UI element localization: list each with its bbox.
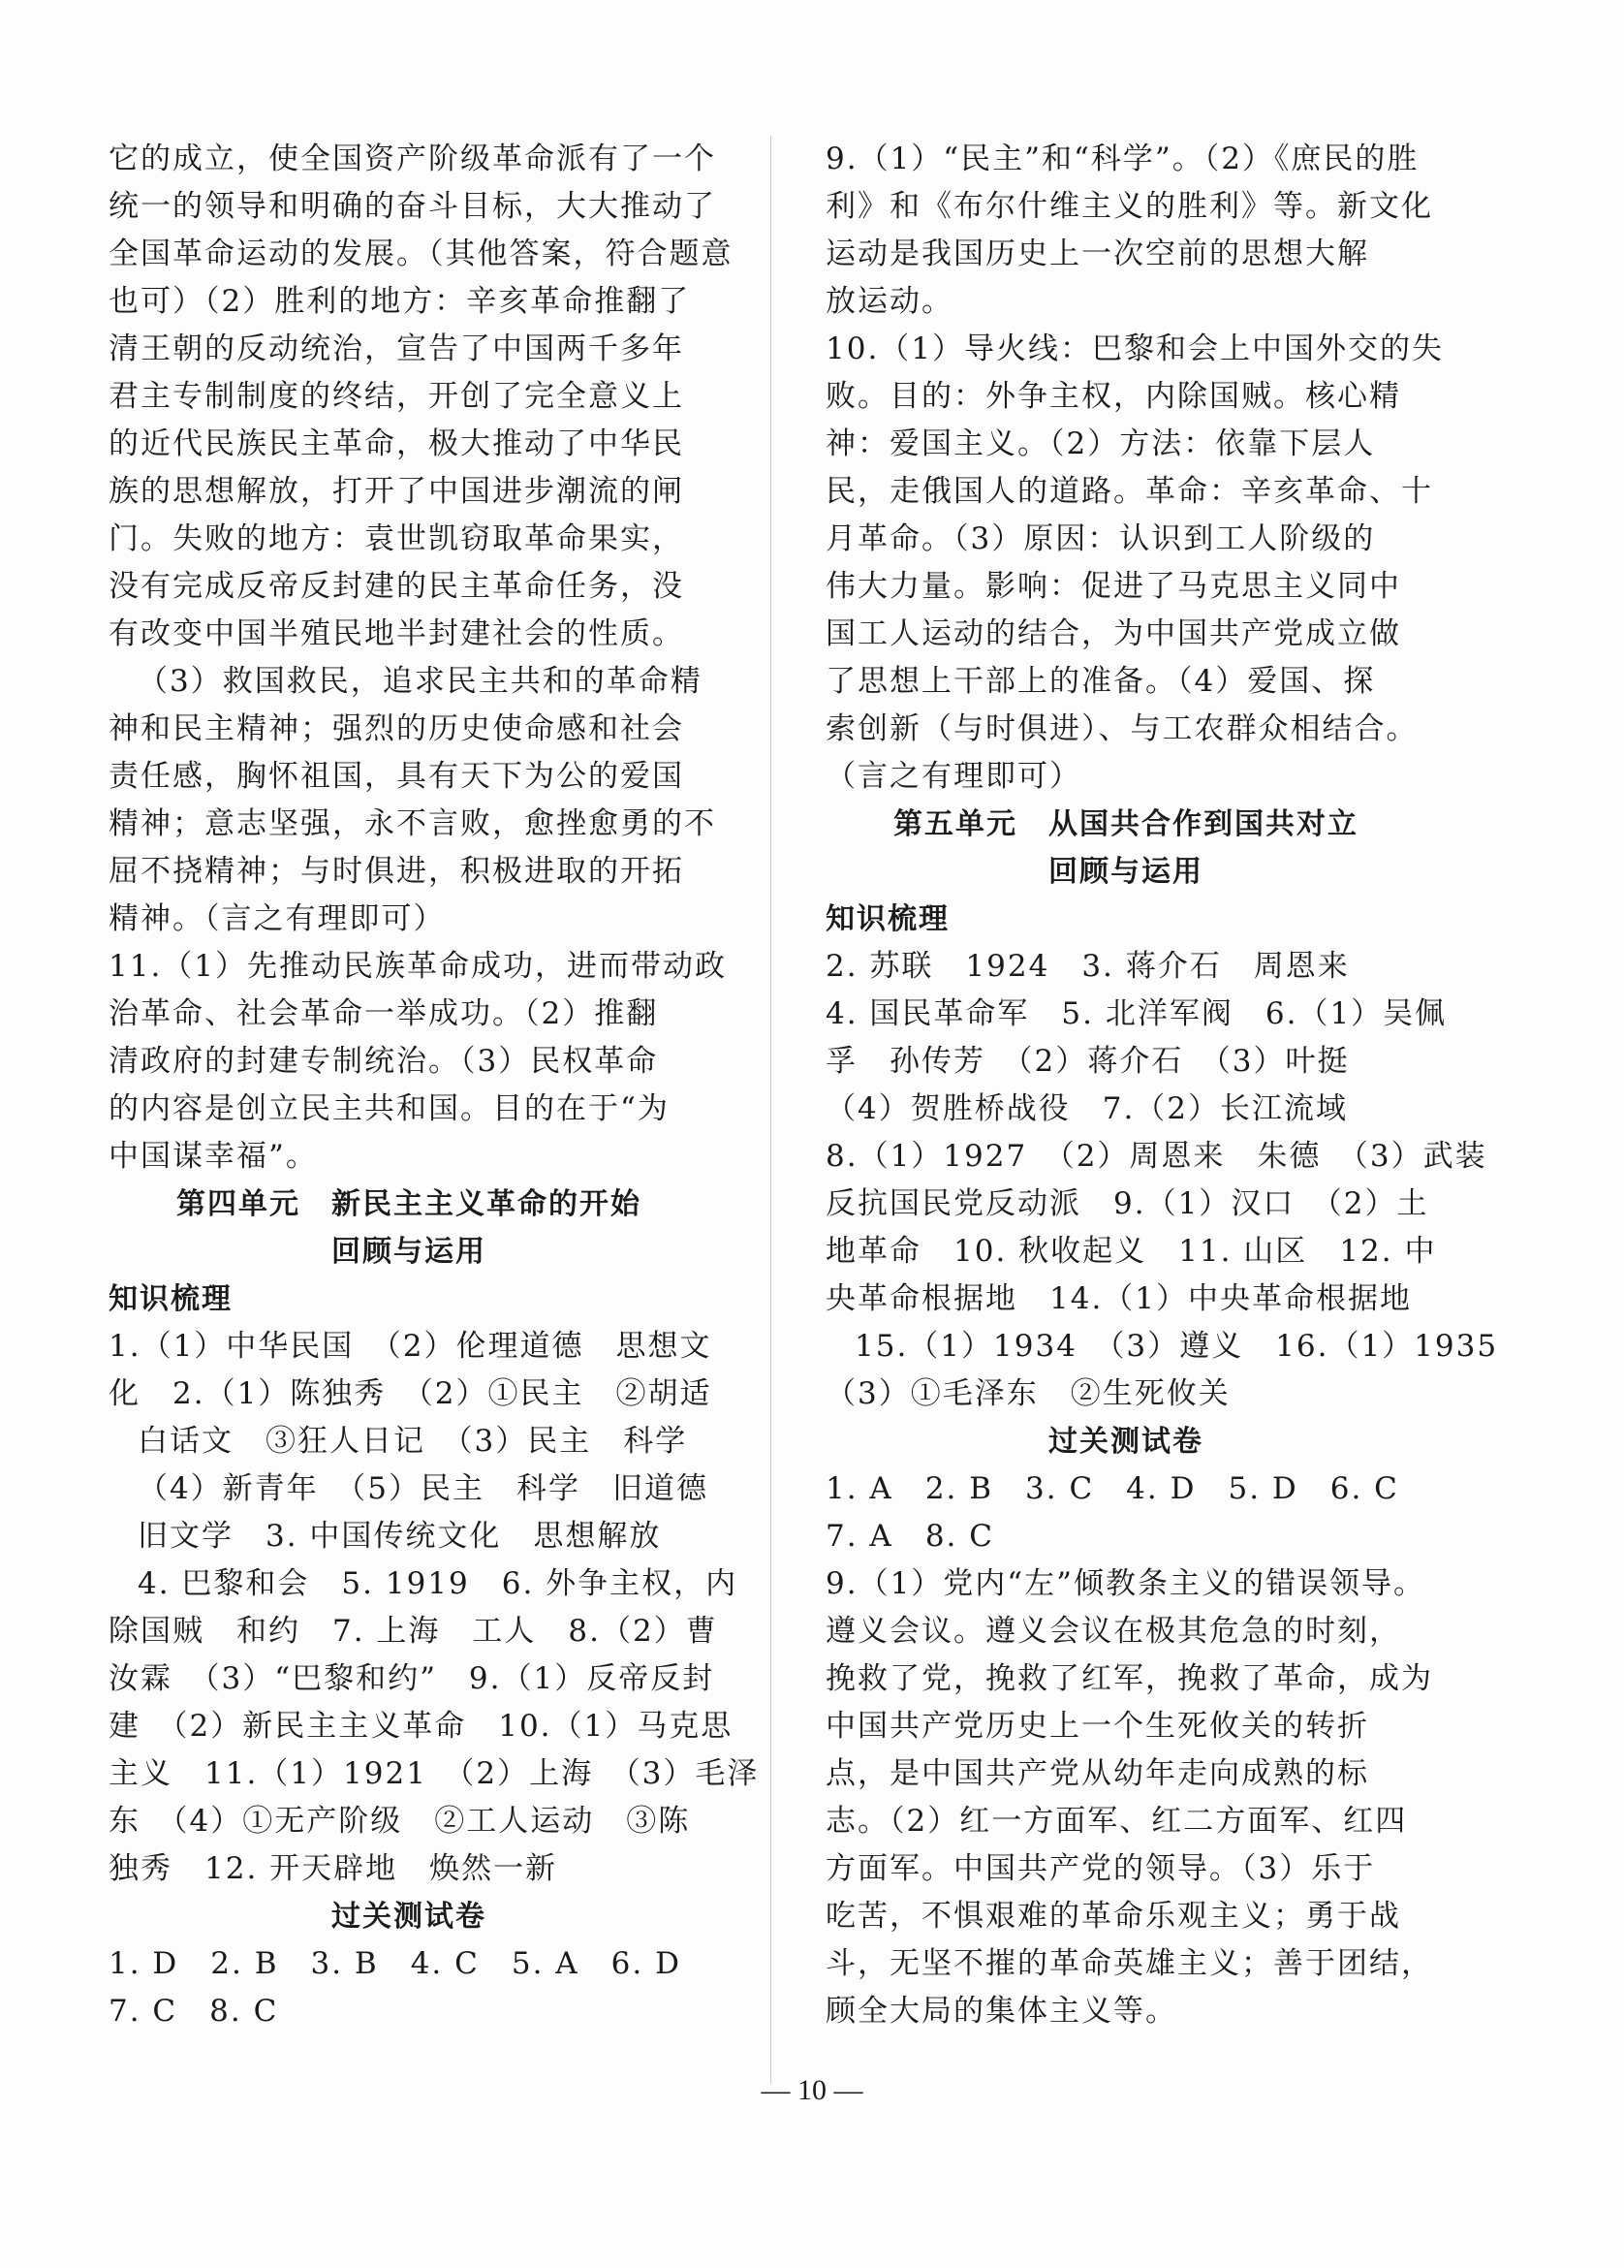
- section-heading: 回顾与运用: [1048, 855, 1203, 889]
- text-line: 10.（1）导火线：巴黎和会上中国外交的失: [826, 331, 1445, 366]
- right-column: [826, 136, 1499, 2035]
- text-line: 除国贼 和约 7. 上海 工人 8.（2）曹: [109, 1614, 718, 1649]
- text-line: 了思想上干部上的准备。（4）爱国、探: [826, 664, 1376, 699]
- text-line: （3）救国救民，追求民主共和的革命精: [138, 664, 703, 699]
- text-line: 1.（1）中华民国 （2）伦理道德 思想文: [109, 1329, 712, 1364]
- text-line: 独秀 12. 开天辟地 焕然一新: [109, 1851, 558, 1886]
- text-line: 清王朝的反动统治，宣告了中国两千多年: [109, 331, 684, 366]
- text-line: 9.（1）“民主”和“科学”。（2）《庶民的胜: [826, 142, 1420, 176]
- text-line: 白话文 ③狂人日记 （3）民主 科学: [138, 1424, 688, 1459]
- text-line: 汝霖 （3）“巴黎和约” 9.（1）反帝反封: [109, 1661, 715, 1696]
- text-line: 治革命、社会革命一举成功。（2）推翻: [109, 996, 659, 1031]
- text-line: （言之有理即可）: [826, 759, 1081, 794]
- text-line: 旧文学 3. 中国传统文化 思想解放: [138, 1519, 662, 1554]
- text-line: 地革命 10. 秋收起义 11. 山区 12. 中: [826, 1234, 1437, 1269]
- text-line: 的内容是创立民主共和国。目的在于“为: [109, 1091, 670, 1126]
- text-line: 志。（2）红一方面军、红二方面军、红四: [826, 1804, 1408, 1839]
- text-line: 族的思想解放，打开了中国进步潮流的闸: [109, 474, 684, 509]
- text-line: 的近代民族民主革命，极大推动了中华民: [109, 426, 684, 461]
- text-line: 败。目的：外争主权，内除国贼。核心精: [826, 379, 1401, 414]
- subsection-heading: 知识梳理: [109, 1282, 233, 1316]
- answer-line: 7. C 8. C: [109, 1994, 279, 2029]
- section-heading: 过关测试卷: [331, 1900, 486, 1934]
- left-column: [109, 136, 760, 2035]
- section-heading: 过关测试卷: [1048, 1425, 1203, 1459]
- text-line: 索创新（与时俱进）、与工农群众相结合。: [826, 711, 1419, 746]
- text-line: 屈不挠精神；与时俱进，积极进取的开拓: [109, 854, 684, 889]
- text-line: 全国革命运动的发展。（其他答案，符合题意: [109, 236, 734, 271]
- text-line: 君主专制制度的终结，开创了完全意义上: [109, 379, 684, 414]
- text-line: 国工人运动的结合，为中国共产党成立做: [826, 616, 1401, 651]
- unit-heading: 第五单元 从国共合作到国共对立: [893, 807, 1359, 841]
- text-line: （4）新青年 （5）民主 科学 旧道德: [138, 1471, 708, 1506]
- text-line: 中国谋幸福”。: [109, 1139, 318, 1174]
- text-line: 建 （2）新民主主义革命 10.（1）马克思: [109, 1709, 734, 1744]
- text-line: 东 （4）①无产阶级 ②工人运动 ③陈: [109, 1804, 691, 1839]
- text-line: 挽救了党，挽救了红军，挽救了革命，成为: [826, 1661, 1433, 1696]
- text-line: 主义 11.（1）1921 （2）上海 （3）毛泽: [109, 1756, 760, 1791]
- text-line: 2. 苏联 1924 3. 蒋介石 周恩来: [826, 949, 1350, 984]
- text-line: 央革命根据地 14.（1）中央革命根据地: [826, 1281, 1413, 1316]
- text-line: 精神；意志坚强，永不言败，愈挫愈勇的不: [109, 806, 716, 841]
- text-line: 有改变中国半殖民地半封建社会的性质。: [109, 616, 684, 651]
- text-line: 它的成立，使全国资产阶级革命派有了一个: [109, 142, 716, 176]
- text-line: 也可）（2）胜利的地方：辛亥革命推翻了: [109, 284, 691, 319]
- unit-heading: 第四单元 新民主主义革命的开始: [176, 1187, 641, 1221]
- text-line: 4. 巴黎和会 5. 1919 6. 外争主权，内: [138, 1566, 738, 1601]
- text-line: 精神。（言之有理即可）: [109, 901, 446, 936]
- text-line: 责任感，胸怀祖国，具有天下为公的爱国: [109, 759, 684, 794]
- answer-line: 1. D 2. B 3. B 4. C 5. A 6. D: [109, 1946, 681, 1981]
- text-line: 反抗国民党反动派 9.（1）汉口 （2）土: [826, 1186, 1429, 1221]
- text-line: 顾全大局的集体主义等。: [826, 1994, 1177, 2029]
- text-line: 月革命。（3）原因：认识到工人阶级的: [826, 521, 1376, 556]
- text-line: 门。失败的地方：袁世凯窃取革命果实，: [109, 521, 684, 556]
- text-line: 9.（1）党内“左”倾教条主义的错误领导。: [826, 1566, 1425, 1601]
- text-line: 化 2.（1）陈独秀 （2）①民主 ②胡适: [109, 1376, 712, 1411]
- text-line: 民，走俄国人的道路。革命：辛亥革命、十: [826, 474, 1433, 509]
- text-line: 方面军。中国共产党的领导。（3）乐于: [826, 1851, 1376, 1886]
- text-line: 利》和《布尔什维主义的胜利》等。新文化: [826, 189, 1433, 224]
- text-line: 神和民主精神；强烈的历史使命感和社会: [109, 711, 684, 746]
- text-line: 遵义会议。遵义会议在极其危急的时刻，: [826, 1614, 1401, 1649]
- text-line: 运动是我国历史上一次空前的思想大解: [826, 236, 1369, 271]
- text-line: 放运动。: [826, 284, 953, 319]
- page-number: — 10 —: [761, 2074, 863, 2106]
- text-line: 神：爱国主义。（2）方法：依靠下层人: [826, 426, 1376, 461]
- text-line: 伟大力量。影响：促进了马克思主义同中: [826, 569, 1401, 604]
- section-heading: 回顾与运用: [331, 1235, 486, 1269]
- text-line: 11.（1）先推动民族革命成功，进而带动政: [109, 949, 728, 984]
- text-line: 中国共产党历史上一个生死攸关的转折: [826, 1709, 1369, 1744]
- text-line: 统一的领导和明确的奋斗目标，大大推动了: [109, 189, 716, 224]
- column-divider: [770, 136, 771, 2084]
- text-line: 吃苦，不惧艰难的革命乐观主义；勇于战: [826, 1899, 1401, 1934]
- text-line: 没有完成反帝反封建的民主革命任务，没: [109, 569, 684, 604]
- text-line: 清政府的封建专制统治。（3）民权革命: [109, 1044, 659, 1079]
- text-line: 孚 孙传芳 （2）蒋介石 （3）叶挺: [826, 1044, 1350, 1079]
- subsection-heading: 知识梳理: [826, 902, 950, 936]
- text-line: 15.（1）1934 （3）遵义 16.（1）1935: [855, 1329, 1499, 1364]
- text-line: 8.（1）1927 （2）周恩来 朱德 （3）武装: [826, 1139, 1487, 1174]
- text-line: 点，是中国共产党从幼年走向成熟的标: [826, 1756, 1369, 1791]
- answer-line: 1. A 2. B 3. C 4. D 5. D 6. C: [826, 1471, 1399, 1506]
- answer-line: 7. A 8. C: [826, 1519, 994, 1554]
- text-line: （3）①毛泽东 ②生死攸关: [826, 1376, 1231, 1411]
- text-line: （4）贺胜桥战役 7.（2）长江流域: [826, 1091, 1349, 1126]
- text-line: 斗，无坚不摧的革命英雄主义；善于团结，: [826, 1946, 1433, 1981]
- text-line: 4. 国民革命军 5. 北洋军阀 6.（1）吴佩: [826, 996, 1448, 1031]
